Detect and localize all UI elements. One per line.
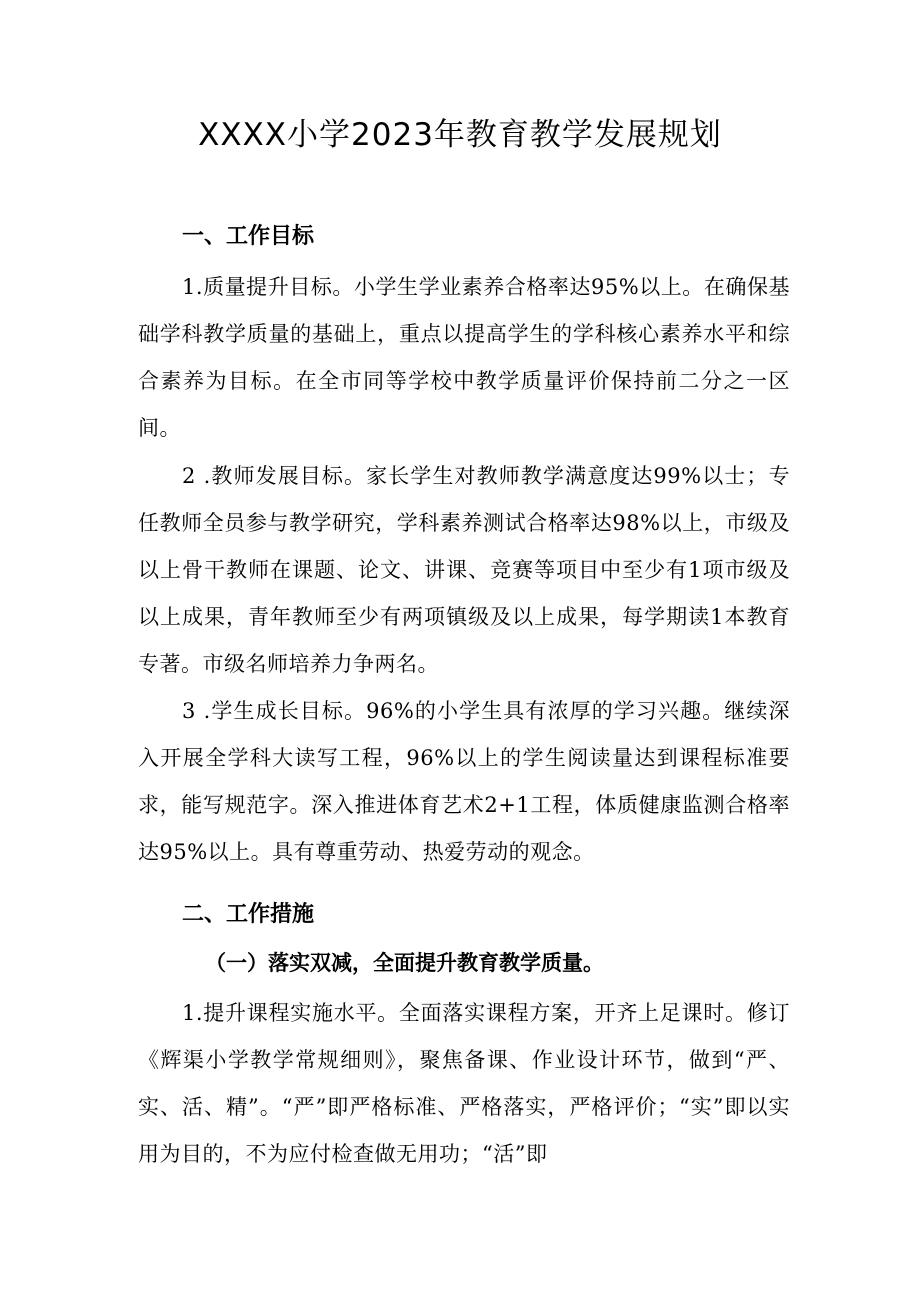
- paragraph-quality-goal: 1.质量提升目标。小学生学业素养合格率达95%以上。在确保基础学科教学质量的基础上，重点以提高学生的学科核心素养水平和综合素养为目标。在全市同等学校中教学质量评价保持前二分之一区间。: [138, 275, 790, 440]
- section-heading-measures: 二、工作措施: [182, 902, 315, 927]
- paragraph-teacher-goal: 2 .教师发展目标。家长学生对教师教学满意度达99%以士；专任教师全员参与教学研究，学科素养测试合格率达98%以上，市级及以上骨干教师在课题、论文、讲课、竞赛等项目中至少有1项市级及以上成果，青年教师至少有两项镇级及以上成果，每学期读1本教育专著。市级名师培养力争两名。: [138, 464, 790, 676]
- subsection-heading-double-reduction: （一）落实双减，全面提升教育教学质量。: [205, 951, 604, 975]
- document-title: XXXX小学2023年教育教学发展规划: [198, 117, 722, 153]
- section-heading-goals: 一、工作目标: [182, 224, 315, 249]
- paragraph-curriculum: 1.提升课程实施水平。全面落实课程方案，开齐上足课时。修订《辉渠小学教学常规细则》，聚焦备课、作业设计环节，做到“严、实、活、精”。“严”即严格标准、严格落实，严格评价；“实”即以实用为目的，不为应付检查做无用功；“活”即: [138, 1001, 790, 1166]
- paragraph-student-goal: 3 .学生成长目标。96%的小学生具有浓厚的学习兴趣。继续深入开展全学科大读写工程，96%以上的学生阅读量达到课程标准要求，能写规范字。深入推进体育艺术2+1工程，体质健康监测合格率达95%以上。具有尊重劳动、热爱劳动的观念。: [138, 699, 790, 864]
